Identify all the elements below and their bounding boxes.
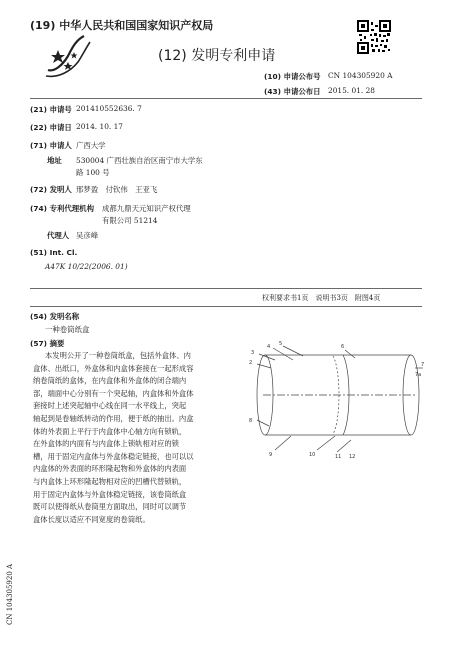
agency-label: (74) 专利代理机构 (30, 204, 94, 213)
pub-no-label: (10) 申请公布号 (264, 72, 321, 81)
applicant: 广西大学 (76, 141, 106, 150)
intcl-label: (51) Int. Cl. (30, 248, 78, 257)
figure-label: 5 (279, 341, 283, 347)
qr-code (357, 20, 391, 54)
address-line2: 路 100 号 (76, 168, 110, 177)
document-type: (12) 发明专利申请 (158, 48, 276, 64)
abstract-line: 体的外表面上平行于内盒体中心轴方向有锁轨， (33, 426, 187, 436)
abstract-line: 内盒体的外表面的环形隆起物和外盒体的内表面 (33, 464, 187, 474)
figure-label: 2 (249, 360, 253, 366)
patent-drawing (245, 340, 430, 460)
agency-line2: 有限公司 51214 (102, 216, 158, 225)
figure-label: 3 (251, 350, 255, 356)
figure-label: 11 (335, 454, 342, 460)
inventor-label: (72) 发明人 (30, 185, 72, 194)
abstract-label: (57) 摘要 (30, 339, 65, 348)
cnipa-logo (44, 32, 92, 82)
agent-label: 代理人 (47, 231, 70, 240)
figure-label: 8 (249, 418, 253, 424)
figure-label: 9 (269, 452, 273, 458)
agent: 吴彦峰 (76, 231, 99, 240)
stats-divider (30, 306, 422, 307)
page-stats: 权利要求书1页 说明书3页 附图4页 (262, 294, 381, 302)
abstract-line: 套接时上述突起轴中心线在同一水平线上，突起 (33, 401, 187, 411)
abstract-line: 既可以使得纸从卷筒里方面取出，同时可以调节 (33, 502, 187, 512)
inventors: 邢梦盈 付钦伟 王亚飞 (76, 185, 158, 194)
figure-label: 7 (421, 362, 425, 368)
figure-label: 4 (267, 344, 271, 350)
abstract-line: 纳卷筒纸的盒体，在内盒体和外盒体的闭合端内 (33, 376, 187, 386)
pub-date-label: (43) 申请公布日 (264, 87, 321, 96)
intcl: A47K 10/22(2006. 01) (45, 262, 128, 271)
abstract-line: 在外盒体的内面有与内盒体上锁轨相对应的锁 (33, 439, 179, 449)
side-pub-number: CN 104305920 A (6, 563, 14, 625)
address-label: 地址 (47, 156, 62, 165)
title-label: (54) 发明名称 (30, 312, 80, 321)
agency-line1: 成都九鼎天元知识产权代理 (102, 204, 191, 213)
app-no-label: (21) 申请号 (30, 105, 72, 114)
pub-no: CN 104305920 A (328, 71, 393, 80)
address-line1: 530004 广西壮族自治区南宁市大学东 (76, 156, 203, 165)
pub-date: 2015. 01. 28 (328, 86, 376, 95)
abstract-line: 盒体、出纸口，外盒体和内盒体套接在一起形成容 (33, 363, 194, 373)
biblio-divider (30, 288, 422, 289)
figure-label: 7a (415, 372, 422, 378)
abstract-line: 部，端面中心分别有一个突起轴，内盒体和外盒体 (33, 388, 194, 398)
figure-label: 10 (309, 452, 316, 458)
invention-title: 一种卷筒纸盒 (45, 325, 90, 334)
header-divider (30, 98, 422, 99)
applicant-label: (71) 申请人 (30, 141, 72, 150)
figure-label: 6 (341, 344, 345, 350)
abstract-line: 槽，用于固定内盒体与外盒体稳定链接，也可以以 (33, 451, 194, 461)
abstract-line: 本发明公开了一种卷筒纸盒，包括外盒体、内 (45, 351, 191, 360)
app-no: 201410552636. 7 (76, 104, 142, 113)
abstract-body (33, 350, 231, 526)
abstract-line: 盒体长度以适应不同宽度的卷筒纸。 (33, 514, 150, 524)
abstract-line: 用于固定内盒体与外盒体稳定链接，该卷筒纸盒 (33, 489, 187, 499)
issuer-title: (19) 中华人民共和国国家知识产权局 (30, 19, 214, 32)
app-date: 2014. 10. 17 (76, 122, 124, 131)
figure-label: 12 (349, 454, 356, 460)
app-date-label: (22) 申请日 (30, 123, 72, 132)
abstract-line: 与内盒体上环形隆起物相对应的凹槽代替锁轨， (33, 476, 187, 486)
abstract-line: 轴起到是卷轴纸转动的作用，便于纸的抽出。内盒 (33, 413, 194, 423)
